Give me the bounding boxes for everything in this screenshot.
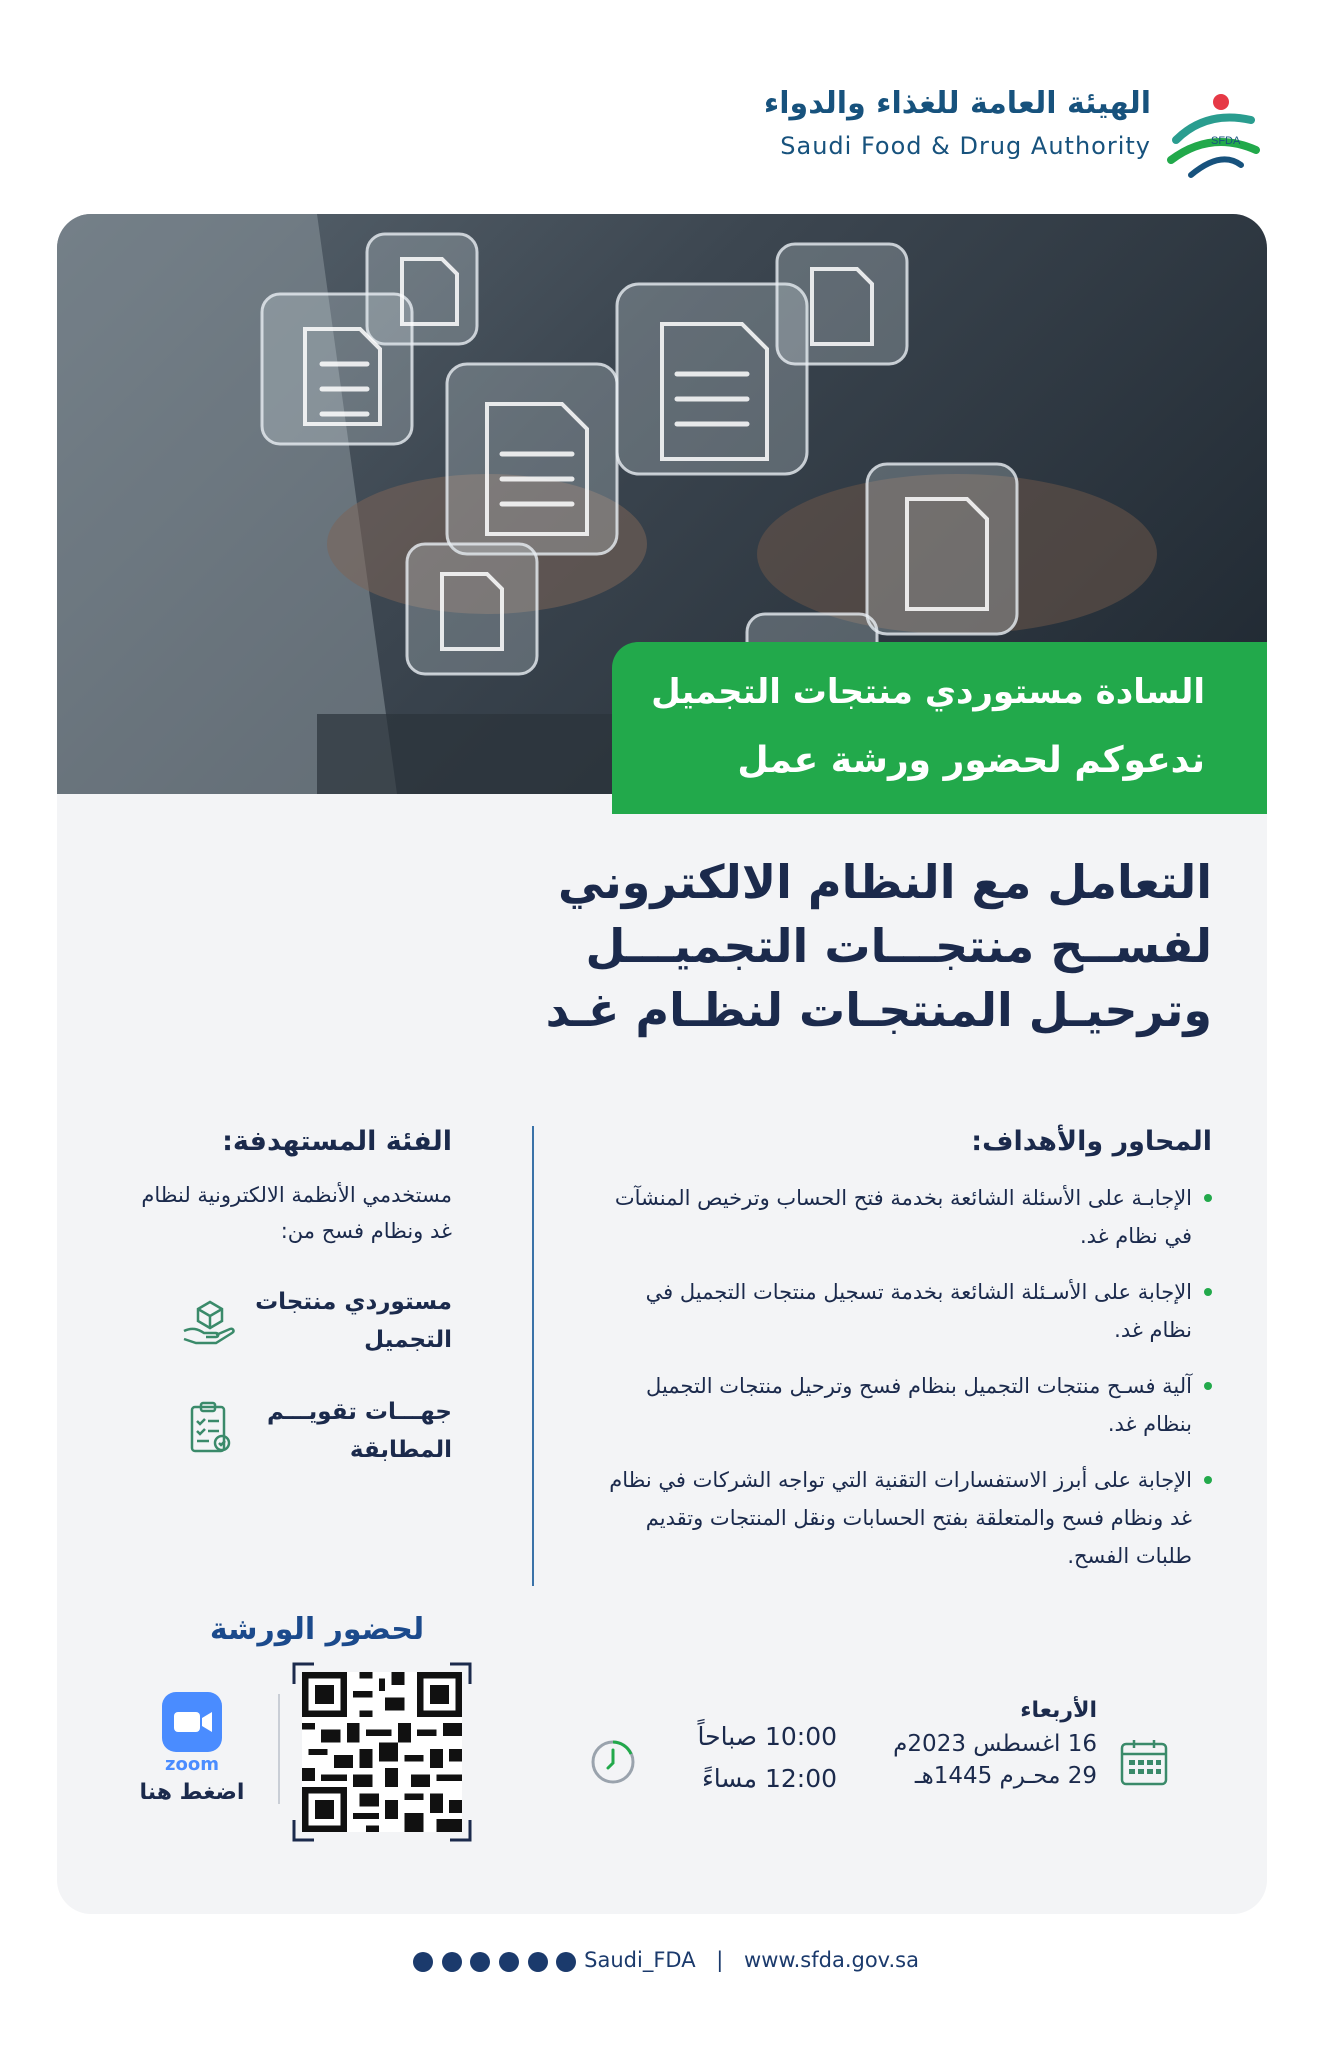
clock-icon	[587, 1736, 639, 1788]
invitation-banner	[612, 642, 1267, 814]
target-item-importers	[137, 1283, 452, 1393]
youtube-icon[interactable]	[499, 1952, 519, 1972]
objective-item: الإجابـة على الأسئلة الشائعة بخدمة فتح الحساب وترخيص المنشآت في نظام غد.	[602, 1179, 1212, 1255]
objective-item: الإجابة على الأسـئلة الشائعة بخدمة تسجيل منتجات التجميل في نظام غد.	[602, 1273, 1212, 1349]
event-date-hijri: 29 محـرم 1445هـ	[914, 1763, 1097, 1789]
banner-audience: السادة مستوردي منتجات التجميل	[651, 672, 1205, 712]
invitation-card	[57, 214, 1267, 1914]
title-line: التعامل مع النظام الالكتروني	[558, 855, 1212, 909]
target-item-label: جهـــات تقويـــم المطابقة	[267, 1399, 452, 1463]
time-block	[637, 1716, 837, 1800]
end-time: 12:00 مساءً	[701, 1764, 837, 1793]
box-hand-icon	[178, 1287, 242, 1351]
footer	[0, 1948, 1331, 1973]
title-line: وترحيـل المنتجـات لنظـام غـد	[545, 983, 1212, 1037]
bullet-icon	[1204, 1194, 1212, 1202]
click-here-link[interactable]: اضغط هنا	[139, 1780, 245, 1805]
qr-zoom-divider	[278, 1694, 280, 1804]
twitter-icon[interactable]	[413, 1952, 433, 1972]
objective-item: الإجابة على أبرز الاستفسارات التقنية التي تواجه الشركات في نظام غد ونظام فسح والمتعلقة بفتح الحسابات ونقل المنتجات وتقديم طلبات الفسح.	[602, 1461, 1212, 1575]
objectives-section	[602, 1126, 1212, 1593]
sfda-logo	[763, 80, 1261, 180]
logo-arabic-text: الهيئة العامة للغذاء والدواء	[763, 86, 1151, 121]
objective-item: آلية فسـح منتجات التجميل بنظام فسح وترحيل منتجات التجميل بنظام غد.	[602, 1367, 1212, 1443]
target-audience-section	[137, 1126, 452, 1503]
target-heading: الفئة المستهدفة:	[222, 1126, 452, 1157]
attend-heading: لحضور الورشة	[209, 1612, 425, 1647]
start-time: 10:00 صباحاً	[697, 1722, 837, 1751]
target-item-conformity-bodies	[137, 1393, 452, 1503]
column-divider	[532, 1126, 534, 1586]
banner-invite: ندعوكم لحضور ورشة عمل	[737, 740, 1205, 781]
video-camera-icon	[162, 1692, 222, 1752]
date-block	[893, 1694, 1097, 1792]
bullet-icon	[1204, 1476, 1212, 1484]
logo-english-text: Saudi Food & Drug Authority	[780, 132, 1151, 160]
facebook-icon[interactable]	[528, 1952, 548, 1972]
zoom-label: zoom	[165, 1754, 219, 1775]
instagram-icon[interactable]	[470, 1952, 490, 1972]
target-item-label: مستوردي منتجات التجميل	[255, 1289, 452, 1353]
svg-text:SFDA: SFDA	[1211, 135, 1241, 147]
bullet-icon	[1204, 1288, 1212, 1296]
tiktok-icon[interactable]	[556, 1952, 576, 1972]
target-description: مستخدمي الأنظمة الالكترونية لنظام غد ونظام فسح من:	[141, 1183, 452, 1243]
event-day: الأربعاء	[1020, 1698, 1097, 1723]
objectives-heading: المحاور والأهداف:	[971, 1126, 1212, 1157]
zoom-app-icon[interactable]	[162, 1692, 222, 1752]
social-icons	[412, 1949, 577, 1973]
calendar-icon	[1116, 1734, 1172, 1790]
snapchat-icon[interactable]	[442, 1952, 462, 1972]
clipboard-check-icon	[178, 1397, 242, 1461]
qr-code[interactable]	[302, 1672, 462, 1832]
event-date-gregorian: 16 اغسطس 2023م	[893, 1731, 1097, 1757]
title-line: لفســح منتجـــات التجميـــل	[585, 919, 1212, 973]
workshop-title	[546, 850, 1212, 1042]
website-link[interactable]: www.sfda.gov.sa	[744, 1948, 919, 1972]
social-handle: Saudi_FDA	[584, 1948, 696, 1972]
footer-separator: |	[716, 1948, 724, 1972]
bullet-icon	[1204, 1382, 1212, 1390]
sfda-logo-mark-icon	[1161, 80, 1261, 180]
